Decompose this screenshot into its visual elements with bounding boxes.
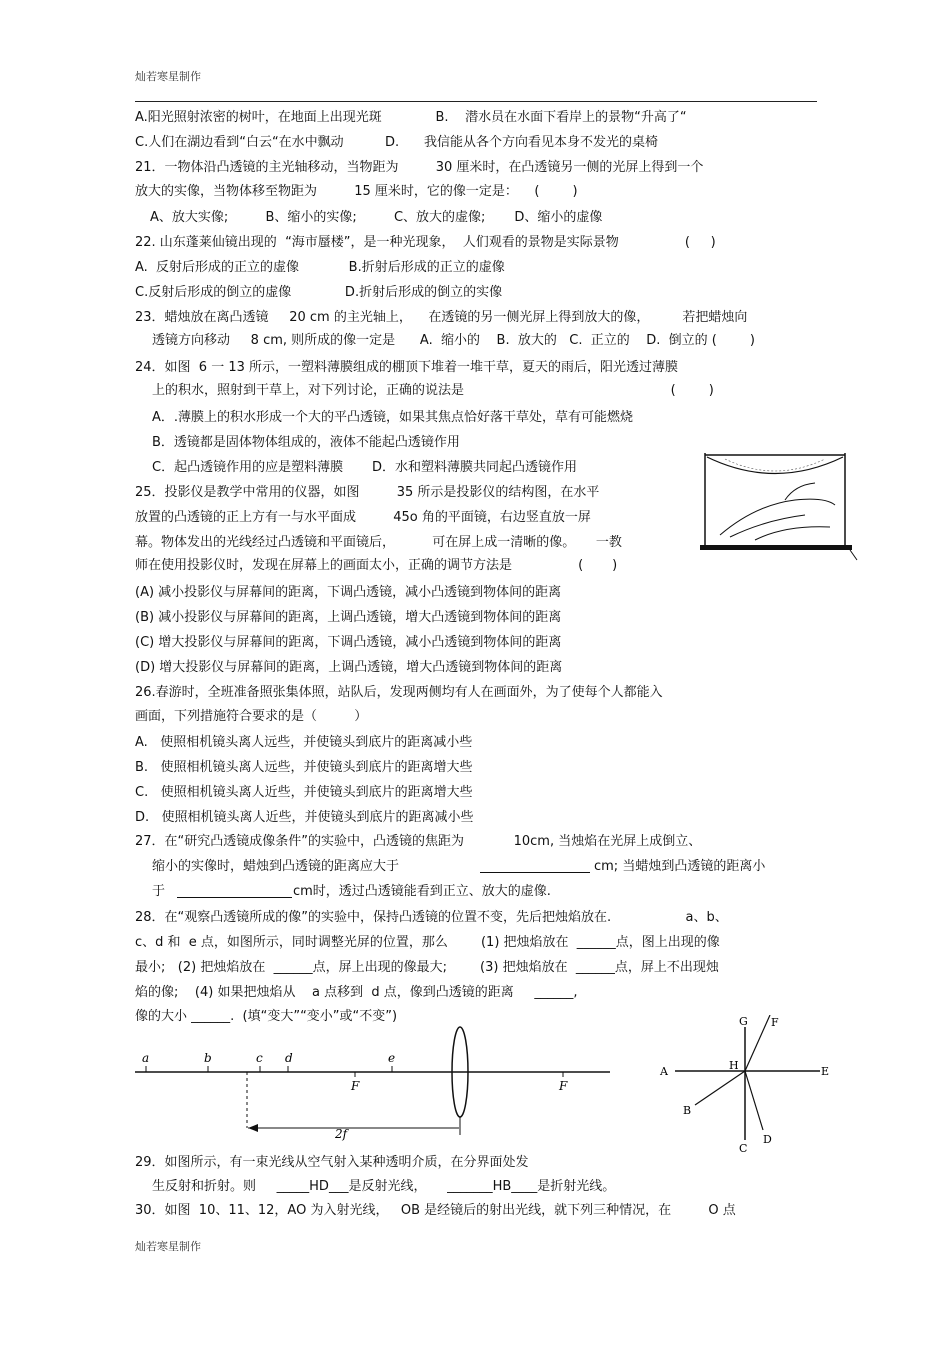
svg-text:a: a <box>142 1051 150 1065</box>
text-line: A. 使照相机镜头离人远些，并使镜头到底片的距离减小些 <box>135 735 473 750</box>
text-line: 上的积水，照射到干草上，对下列讨论，正确的说法是 ( ) <box>152 383 714 398</box>
text-line: (D) 增大投影仪与屏幕间的距离，上调凸透镜，增大凸透镜到物体间的距离 <box>135 660 563 675</box>
point-a <box>142 1051 149 1072</box>
text-line: 放大的实像，当物体移至物距为 15 厘米时，它的像一定是： ( ) <box>135 184 578 199</box>
greenhouse-figure <box>695 445 860 565</box>
text-line: 25．投影仪是教学中常用的仪器，如图 35 所示是投影仪的结构图，在水平 <box>135 485 600 500</box>
header-rule <box>135 101 817 102</box>
q27-blank-2[interactable] <box>177 884 292 898</box>
twof-label: 2f <box>335 1127 348 1141</box>
text-line: 焰的像; (4) 如果把烛焰从 a 点移到 d 点，像到凸透镜的距离 ______, <box>135 985 578 1000</box>
header-note: 灿若寒星制作 <box>135 70 201 83</box>
label-C: C <box>739 1142 748 1155</box>
q27-blank-1[interactable] <box>480 859 590 873</box>
text-line: 30．如图 10、11、12，AO 为入射光线， OB 是经镜后的射出光线，就下列三种情况，在 O 点 <box>135 1203 736 1218</box>
text-line: 28．在“观察凸透镜所成的像”的实验中，保持凸透镜的位置不变，先后把烛焰放在. a、b、 <box>135 910 728 925</box>
text-line: A．.薄膜上的积水形成一个大的平凸透镜，如果其焦点恰好落干草处，草有可能燃烧 <box>152 410 634 425</box>
text-line: 24．如图 6 一 13 所示，一塑料薄膜组成的棚顶下堆着一堆干草，夏天的雨后，阳光透过薄膜 <box>135 360 679 375</box>
text-line: C.人们在湖边看到“白云“在水中飘动 D. 我信能从各个方向看见本身不发光的桌椅 <box>135 135 658 150</box>
text-line: 生反射和折射。则 _____HD___是反射光线， _______HB____是折射光线。 <box>152 1179 616 1194</box>
text-line: A.阳光照射浓密的树叶，在地面上出现光斑 B. 潜水员在水面下看岸上的景物“升高了“ <box>135 110 687 125</box>
text-line: 于 <box>152 884 166 899</box>
svg-text:d: d <box>285 1051 293 1065</box>
text-line: A. 反射后形成的正立的虚像 B.折射后形成的正立的虚像 <box>135 260 505 275</box>
text-line: C.反射后形成的倒立的虚像 D.折射后形成的倒立的实像 <box>135 285 503 300</box>
label-F: F <box>771 1016 779 1029</box>
text-line: B．透镜都是固体物体组成的，液体不能起凸透镜作用 <box>152 435 460 450</box>
ray-figure <box>655 1015 835 1160</box>
q27-tail-2: cm时，透过凸透镜能看到正立、放大的虚像. <box>293 884 551 899</box>
point-e <box>388 1051 395 1072</box>
text-line: 22. 山东蓬莱仙镜出现的 “海市蜃楼”，是一种光现象， 人们观看的景物是实际景物 ( ) <box>135 235 716 250</box>
svg-text:b: b <box>204 1051 212 1065</box>
svg-text:e: e <box>388 1051 396 1065</box>
svg-text:F: F <box>559 1079 568 1093</box>
label-H: H <box>729 1059 739 1072</box>
label-G: G <box>739 1015 748 1028</box>
q27-tail-1: cm; 当蜡烛到凸透镜的距离小 <box>594 859 766 874</box>
text-line: 放置的凸透镜的正上方有一与水平面成 45o 角的平面镜，右边竖直放一屏 <box>135 510 591 525</box>
text-line: C．起凸透镜作用的应是塑料薄膜 D．水和塑料薄膜共同起凸透镜作用 <box>152 460 578 475</box>
point-c <box>256 1051 263 1072</box>
svg-text:F: F <box>351 1079 360 1093</box>
text-line: (A) 减小投影仪与屏幕间的距离，下调凸透镜，减小凸透镜到物体间的距离 <box>135 585 562 600</box>
text-line: 最小; (2) 把烛焰放在 ______点，屏上出现的像最大; (3) 把烛焰放在 ______点，屏上不出现烛 <box>135 960 719 975</box>
text-line: (B) 减小投影仪与屏幕间的距离，上调凸透镜，增大凸透镜到物体间的距离 <box>135 610 562 625</box>
text-line: 画面，下列措施符合要求的是（ ） <box>135 709 368 724</box>
label-E: E <box>821 1065 830 1078</box>
label-D: D <box>763 1133 772 1146</box>
text-line: c、d 和 e 点，如图所示，同时调整光屏的位置，那么 (1) 把烛焰放在 ______点，图上出现的像 <box>135 935 720 950</box>
text-line: C. 使照相机镜头离人近些，并使镜头到底片的距离增大些 <box>135 785 473 800</box>
point-b <box>204 1051 212 1072</box>
text-line: D. 使照相机镜头离人近些，并使镜头到底片的距离减小些 <box>135 810 474 825</box>
text-line: B. 使照相机镜头离人远些，并使镜头到底片的距离增大些 <box>135 760 473 775</box>
text-line: 缩小的实像时，蜡烛到凸透镜的距离应大于 <box>152 859 400 874</box>
text-line: 29．如图所示，有一束光线从空气射入某种透明介质，在分界面处发 <box>135 1155 529 1170</box>
text-line: 幕。物体发出的光线经过凸透镜和平面镜后， 可在屏上成一清晰的像。 一教 <box>135 535 622 550</box>
text-line: 像的大小 ______. (填“变大”“变小”或“不变”) <box>135 1009 398 1024</box>
label-A: A <box>660 1065 668 1078</box>
text-line: 26.春游时，全班准备照张集体照，站队后，发现两侧均有人在画面外，为了使每个人都能入 <box>135 685 663 700</box>
text-line: 师在使用投影仪时，发现在屏幕上的画面太小，正确的调节方法是 ( ) <box>135 558 618 573</box>
text-line: 21．一物体沿凸透镜的主光轴移动，当物距为 30 厘米时，在凸透镜另一侧的光屏上得到一个 <box>135 160 704 175</box>
text-line: (C) 增大投影仪与屏幕间的距离，下调凸透镜，减小凸透镜到物体间的距离 <box>135 635 562 650</box>
text-line: 23．蜡烛放在离凸透镜 20 cm 的主光轴上， 在透镜的另一侧光屏上得到放大的像， 若把蜡烛向 <box>135 310 748 325</box>
focus-right <box>558 1072 568 1093</box>
text-line: 27．在“研究凸透镜成像条件”的实验中，凸透镜的焦距为 10cm, 当烛焰在光屏上成倒立、 <box>135 834 702 849</box>
focus-left <box>350 1072 360 1093</box>
label-B: B <box>683 1104 692 1117</box>
svg-text:c: c <box>256 1051 263 1065</box>
point-d <box>285 1051 293 1072</box>
lens-axis-figure <box>130 1020 620 1145</box>
footer-note: 灿若寒星制作 <box>135 1240 201 1253</box>
text-line: A、放大实像; B、缩小的实像; C、放大的虚像; D、缩小的虚像 <box>150 210 603 225</box>
text-line: 透镜方向移动 8 cm, 则所成的像一定是 A. 缩小的 B. 放大的 C. 正立的 D. 倒立的 ( ) <box>152 333 755 348</box>
